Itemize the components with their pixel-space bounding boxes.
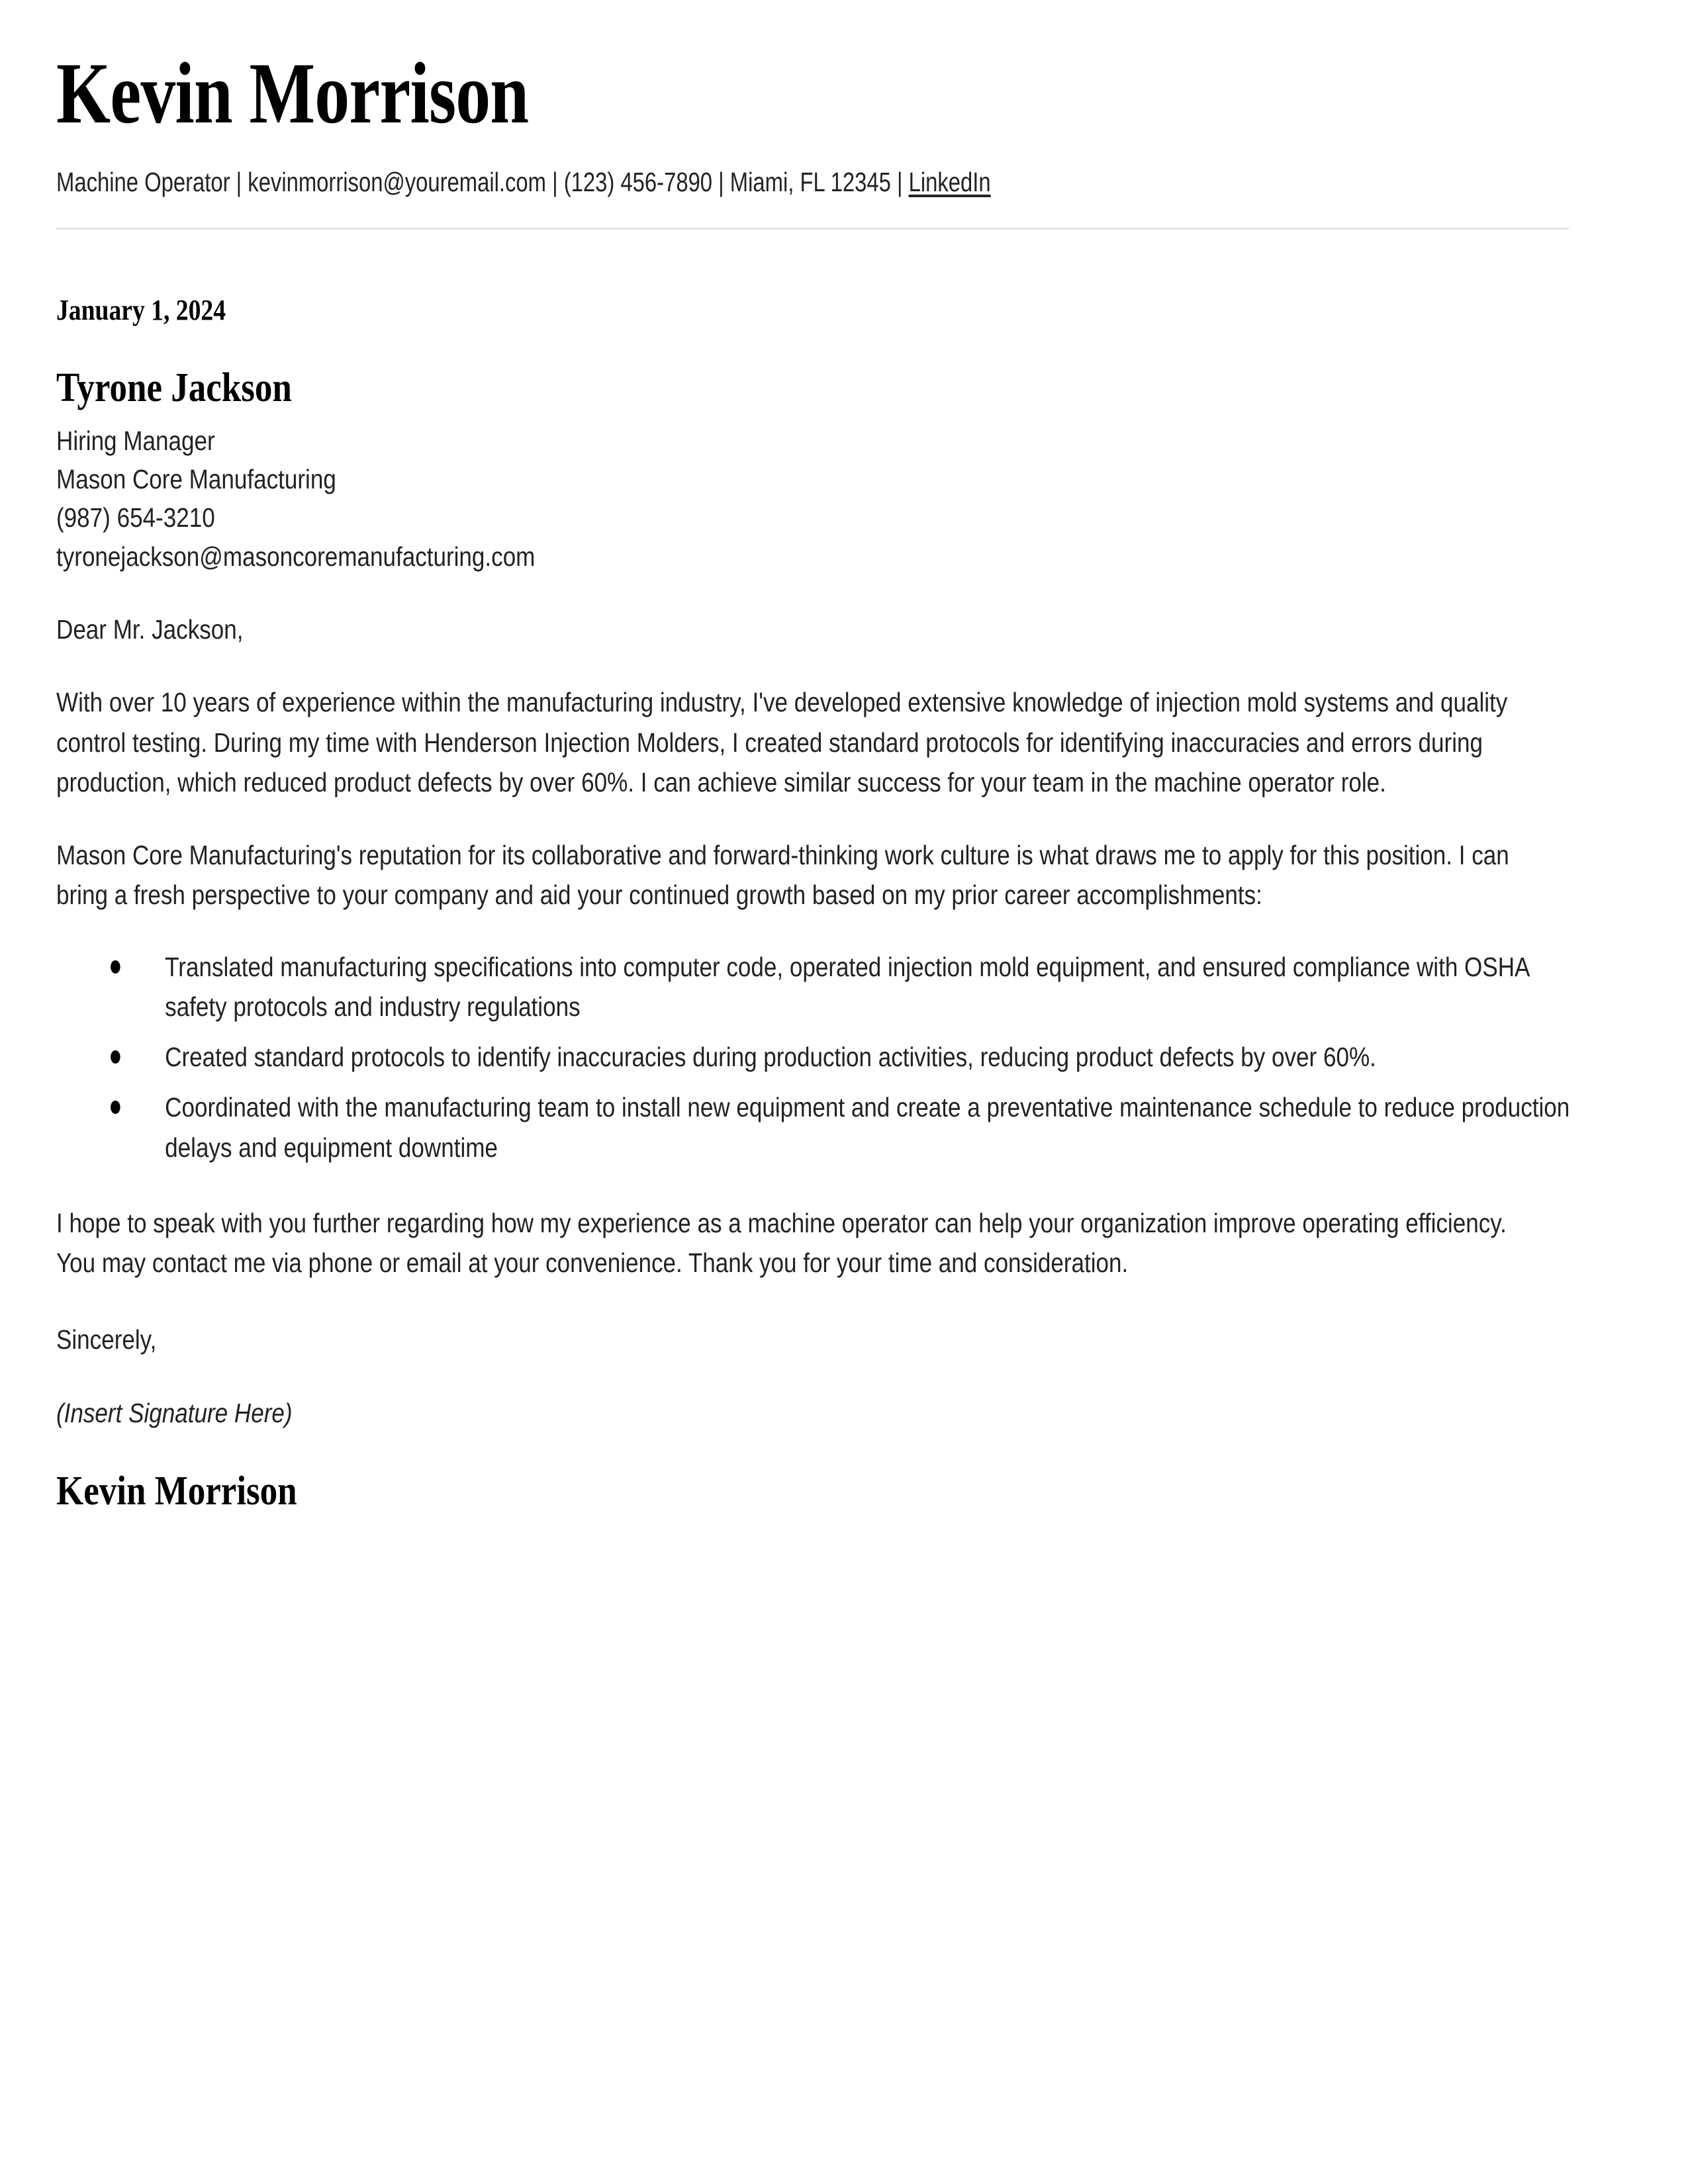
letter-date: January 1, 2024: [56, 293, 226, 326]
recipient-title: Hiring Manager: [56, 426, 215, 456]
letter-body: [0, 293, 1688, 1516]
list-item-text: Created standard protocols to identify inaccuracies during production activities, reducing product defects by over 60%.: [165, 1042, 1376, 1073]
letter-salutation: Dear Mr. Jackson,: [56, 614, 244, 645]
candidate-email: kevinmorrison@youremail.com: [248, 166, 546, 197]
contact-separator-1: |: [230, 166, 248, 197]
signature-name: Kevin Morrison: [56, 1469, 297, 1514]
letter-paragraph-2: Mason Core Manufacturing's reputation for its collaborative and forward-thinking work culture is what draws me to apply for this position. I can bring a fresh perspective to your company and aid your continued growth based on my prior career accomplishments:: [56, 840, 1509, 911]
candidate-phone: (123) 456-7890: [563, 166, 713, 197]
list-item: [111, 947, 1593, 1027]
list-item-text: Coordinated with the manufacturing team to install new equipment and create a preventative maintenance schedule to reduce production delays and equipment downtime: [165, 1092, 1570, 1163]
signature-placeholder: (Insert Signature Here): [56, 1397, 293, 1428]
recipient-email: tyronejackson@masoncoremanufacturing.com: [56, 541, 536, 572]
contact-separator-2: |: [546, 166, 564, 197]
letter-header: [0, 0, 1688, 230]
letter-sign-off: Sincerely,: [56, 1324, 157, 1355]
list-item-text: Translated manufacturing specifications into computer code, operated injection mold equipment, and ensured compliance with OSHA safety protocols and industry regulations: [165, 951, 1529, 1022]
candidate-name-heading: Kevin Morrison: [56, 44, 529, 142]
bullet-dot-icon: [111, 960, 120, 974]
contact-separator-3: |: [712, 166, 730, 197]
list-item: [111, 1037, 1593, 1077]
candidate-contact-line: [56, 165, 1266, 200]
contact-separator-4: |: [890, 166, 909, 197]
letter-paragraph-1: With over 10 years of experience within the manufacturing industry, I've developed extensive knowledge of injection mold systems and quality control testing. During my time with Henderson Injection Molders, I created standard protocols for identifying inaccuracies and errors during production, which reduced product defects by over 60%. I can achieve similar success for your team in the machine operator role.: [56, 687, 1508, 797]
accomplishments-list: [56, 947, 1593, 1167]
recipient-phone: (987) 654-3210: [56, 502, 215, 533]
recipient-details: [56, 422, 1601, 576]
recipient-company: Mason Core Manufacturing: [56, 464, 336, 495]
candidate-location: Miami, FL 12345: [729, 166, 891, 197]
letter-paragraph-3: I hope to speak with you further regarding how my experience as a machine operator can help your organization improve operating efficiency. You may contact me via phone or email at your convenience. Thank you for your time and consideration.: [56, 1207, 1507, 1279]
linkedin-link[interactable]: LinkedIn: [908, 166, 991, 197]
recipient-name-heading: Tyrone Jackson: [56, 365, 292, 410]
list-item: [111, 1087, 1593, 1167]
header-divider: [56, 228, 1569, 230]
bullet-dot-icon: [111, 1050, 120, 1064]
bullet-dot-icon: [111, 1101, 120, 1114]
candidate-job-title: Machine Operator: [56, 166, 230, 197]
